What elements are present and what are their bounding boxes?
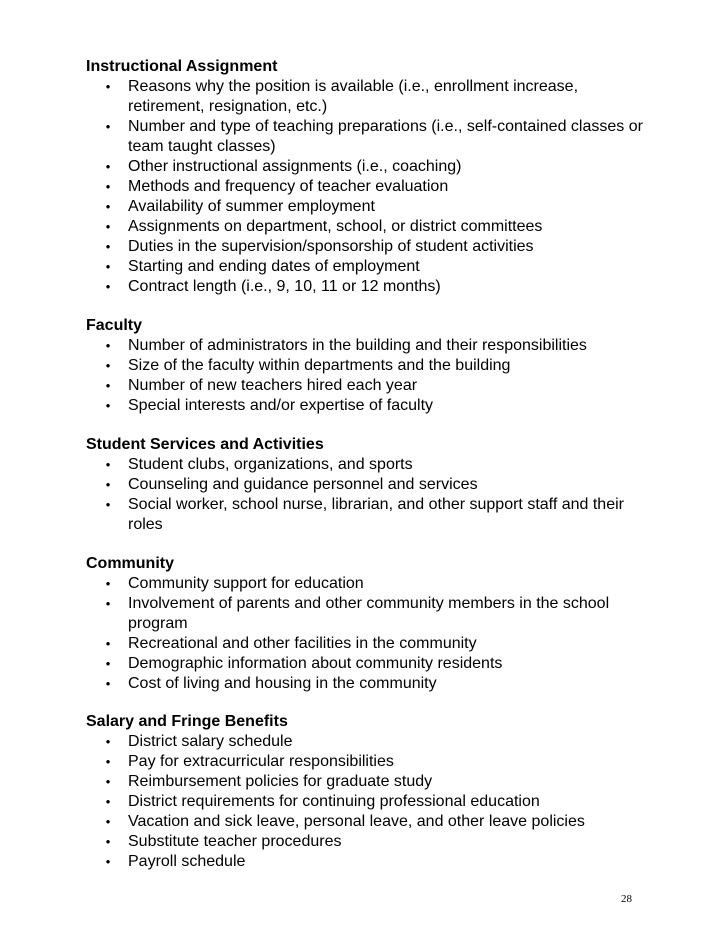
list-item-text: Reasons why the position is available (i.e., enrollment increase, retirement, resignation, etc.): [128, 78, 579, 115]
list-item-text: Vacation and sick leave, personal leave, and other leave policies: [128, 813, 585, 830]
list-item: [86, 852, 646, 872]
list-item-text: Duties in the supervision/sponsorship of student activities: [128, 238, 534, 255]
section-heading: Student Services and Activities: [86, 436, 324, 453]
list-item-text: Payroll schedule: [128, 853, 246, 870]
list-item-text: Special interests and/or expertise of faculty: [128, 397, 434, 414]
list-item-text: Number of administrators in the building and their responsibilities: [128, 337, 587, 354]
list-item-text: Community support for education: [128, 575, 364, 592]
list-item: [86, 376, 646, 396]
list-item-text: Reimbursement policies for graduate study: [128, 773, 433, 790]
bullet-icon: •: [105, 497, 111, 512]
page-number: 28: [621, 893, 632, 905]
list-item: [86, 157, 646, 177]
section-student-services: [86, 435, 646, 535]
list-item: [86, 495, 646, 535]
list-item-text: Recreational and other facilities in the community: [128, 635, 477, 652]
list-item-text: Other instructional assignments (i.e., coaching): [128, 158, 462, 175]
list-item-text: Assignments on department, school, or district committees: [128, 218, 543, 235]
list-item: [86, 217, 646, 237]
list-item: [86, 654, 646, 674]
bullet-icon: •: [105, 834, 111, 849]
list-item-text: Availability of summer employment: [128, 198, 375, 215]
bullet-icon: •: [105, 477, 111, 492]
section-heading: Instructional Assignment: [86, 58, 278, 75]
bullet-list: [86, 574, 646, 694]
list-item: [86, 237, 646, 257]
list-item-text: Number and type of teaching preparations (i.e., self-contained classes or team taught classes): [128, 118, 643, 155]
list-item: [86, 812, 646, 832]
bullet-icon: •: [105, 734, 111, 749]
bullet-icon: •: [105, 596, 111, 611]
bullet-icon: •: [105, 179, 111, 194]
section-instructional-assignment: [86, 57, 646, 297]
bullet-icon: •: [105, 338, 111, 353]
list-item: [86, 732, 646, 752]
list-item-text: District requirements for continuing professional education: [128, 793, 540, 810]
list-item: [86, 752, 646, 772]
list-item: [86, 574, 646, 594]
bullet-icon: •: [105, 794, 111, 809]
list-item-text: Substitute teacher procedures: [128, 833, 342, 850]
section-community: [86, 554, 646, 694]
bullet-icon: •: [105, 279, 111, 294]
list-item: [86, 257, 646, 277]
list-item: [86, 356, 646, 376]
list-item: [86, 177, 646, 197]
bullet-list: [86, 336, 646, 416]
bullet-icon: •: [105, 754, 111, 769]
bullet-icon: •: [105, 576, 111, 591]
list-item: [86, 634, 646, 654]
list-item-text: Methods and frequency of teacher evaluation: [128, 178, 449, 195]
section-heading: Community: [86, 555, 174, 572]
bullet-icon: •: [105, 239, 111, 254]
bullet-list: [86, 455, 646, 535]
bullet-icon: •: [105, 636, 111, 651]
list-item: [86, 594, 646, 634]
list-item-text: Student clubs, organizations, and sports: [128, 456, 413, 473]
section-heading: Faculty: [86, 317, 143, 334]
list-item: [86, 475, 646, 495]
list-item-text: Counseling and guidance personnel and services: [128, 476, 478, 493]
list-item: [86, 117, 646, 157]
list-item: [86, 197, 646, 217]
list-item: [86, 336, 646, 356]
bullet-icon: •: [105, 378, 111, 393]
list-item-text: District salary schedule: [128, 733, 293, 750]
bullet-icon: •: [105, 219, 111, 234]
list-item-text: Starting and ending dates of employment: [128, 258, 420, 275]
bullet-icon: •: [105, 814, 111, 829]
bullet-icon: •: [105, 119, 111, 134]
bullet-list: [86, 77, 646, 297]
bullet-icon: •: [105, 774, 111, 789]
bullet-icon: •: [105, 656, 111, 671]
bullet-icon: •: [105, 398, 111, 413]
list-item-text: Demographic information about community residents: [128, 655, 503, 672]
bullet-icon: •: [105, 457, 111, 472]
bullet-icon: •: [105, 159, 111, 174]
list-item: [86, 832, 646, 852]
list-item-text: Cost of living and housing in the community: [128, 675, 437, 692]
bullet-icon: •: [105, 199, 111, 214]
list-item-text: Involvement of parents and other community members in the school program: [128, 595, 610, 632]
list-item-text: Social worker, school nurse, librarian, and other support staff and their roles: [128, 496, 624, 533]
list-item: [86, 772, 646, 792]
list-item: [86, 792, 646, 812]
section-heading: Salary and Fringe Benefits: [86, 713, 288, 730]
section-salary-benefits: [86, 712, 646, 872]
list-item: [86, 674, 646, 694]
bullet-icon: •: [105, 854, 111, 869]
list-item: [86, 277, 646, 297]
list-item-text: Pay for extracurricular responsibilities: [128, 753, 394, 770]
bullet-icon: •: [105, 676, 111, 691]
list-item: [86, 396, 646, 416]
bullet-icon: •: [105, 358, 111, 373]
bullet-icon: •: [105, 259, 111, 274]
bullet-list: [86, 732, 646, 872]
list-item-text: Contract length (i.e., 9, 10, 11 or 12 months): [128, 278, 441, 295]
list-item: [86, 455, 646, 475]
list-item-text: Number of new teachers hired each year: [128, 377, 418, 394]
list-item: [86, 77, 646, 117]
section-faculty: [86, 316, 646, 416]
list-item-text: Size of the faculty within departments and the building: [128, 357, 511, 374]
bullet-icon: •: [105, 79, 111, 94]
